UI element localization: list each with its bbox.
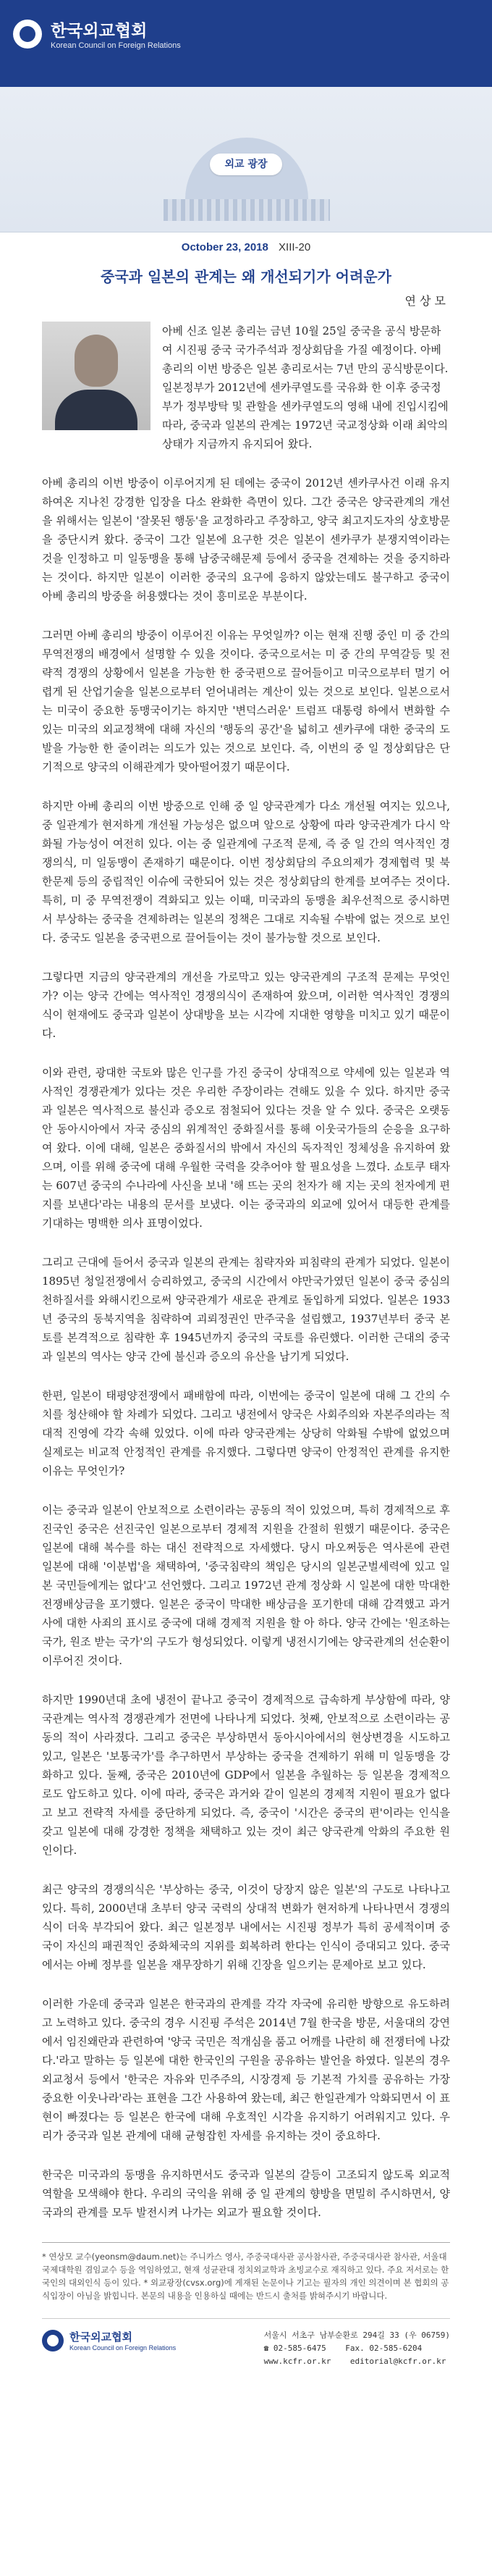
footer	[42, 2318, 450, 2368]
article-author: 연 상 모	[404, 294, 446, 308]
org-name-en: Korean Council on Foreign Relations	[51, 41, 181, 50]
issue-line	[0, 241, 492, 253]
footer-email[interactable]: editorial@kcfr.or.kr	[349, 2357, 446, 2366]
article-title: 중국과 일본의 관계는 왜 개선되기가 어려운가	[101, 268, 391, 285]
article-paragraph: 하지만 아베 총리의 이번 방중으로 인해 중 일 양국관계가 다소 개선될 여지는 있으나, 중 일관계가 현저하게 개선될 가능성은 없으며 앞으로 상황에 따라 양국관계가 다시 악화될 가능성이 여전히 있다. 이는 중 일관계에 구조적 문제, 즉 중 일 간의 역사적인 경쟁의식, 미 일동맹이 존재하기 때문이다. 이번 정상회담의 주요의제가 경제협력 및 북한문제 등의 중립적인 이슈에 국한되어 있는 것은 정상회담의 한계를 보여주는 것이다. 특히, 미 중 무역전쟁이 격화되고 있는 이때, 미국과의 동맹을 최우선적으로 중시하면서 부상하는 중국을 견제하려는 일본의 정책은 그대로 지속될 수밖에 없는 것으로 보인다. 중국도 일본을 중국편으로 끌어들이는 것이 불가능할 것으로 보인다.	[42, 800, 450, 944]
footer-logo	[42, 2329, 176, 2351]
footer-org-name	[69, 2329, 176, 2351]
article-body	[0, 309, 492, 2222]
org-name-ko: 한국외교협회	[51, 22, 148, 41]
banner-label: 외교 광장	[210, 154, 282, 175]
paragraphs	[42, 474, 450, 2222]
article-paragraph: 한편, 일본이 태평양전쟁에서 패배함에 따라, 이번에는 중국이 일본에 대해 그 간의 수치를 청산해야 할 차례가 되었다. 그리고 냉전에서 양국은 사회주의와 자본주의라는 적대적 진영에 각각 속해 있었다. 이에 따라 양국관계는 상당히 악화될 수밖에 없었으며 실제로는 비교적 안정적인 관계를 유지했다. 그렇다면 양국이 안정적인 관계를 유지한 이유는 무엇인가?	[42, 1389, 450, 1477]
lead-paragraph: 아베 신조 일본 총리는 금년 10월 25일 중국을 공식 방문하여 시진핑 중국 국가주석과 정상회담을 가질 예정이다. 아베 총리의 이번 방중은 일본 총리로서는 7년 만의 공식방문이다. 일본정부가 2012년에 센카쿠열도를 국유화 한 이후 중국정부가 정부방탁 및 관할을 센카쿠열도의 영해 내에 진입시킴에 따라, 중국과 일본의 관계는 1972년 국교정상화 이래 최악의 상태가 지금까지 유지되어 왔다.	[162, 324, 449, 450]
lead-section	[42, 322, 450, 453]
footer-emblem-icon	[42, 2330, 64, 2351]
author-photo-head	[75, 335, 118, 387]
author-photo-body	[55, 390, 137, 430]
article-paragraph: 이러한 가운데 중국과 일본은 한국과의 관계를 각각 자국에 유리한 방향으로 유도하려고 노력하고 있다. 중국의 경우 시진핑 주석은 2014년 7월 한국을 방문, 서울대의 강연에서 임진왜란과 관련하여 '양국 국민은 적개심을 품고 어깨를 나란히 해 전쟁터에 나갔다.'라고 말하는 등 일본에 대한 한국인의 구원을 공유하는 발언을 하였다. 일본의 경우 외교청서 등에서 '한국은 자유와 민주주의, 시장경제 등 기본적 가치를 공유하는 가장 중요한 이웃나라'라는 표현을 그간 사용하여 왔는데, 최근 한일관계가 악화되면서 이 표현이 빠졌다는 등 일본은 한국에 대해 우호적인 시각을 유지하기 어려워지고 있다. 우리가 중국과 일본 관계에 대해 균형잡힌 자세를 유지하는 것이 중요하다.	[42, 1997, 450, 2142]
footer-web-email	[264, 2355, 450, 2368]
issue-number: XIII-20	[279, 241, 311, 253]
article-paragraph: 그리고 근대에 들어서 중국과 일본의 관계는 침략자와 피침략의 관계가 되었다. 일본이 1895년 청일전쟁에서 승리하였고, 중국의 시간에서 야만국가였던 일본이 중국 중심의 천하질서를 와해시킨으로써 양국관계가 새로운 관계로 돌입하게 되었다. 일본은 1933년 중국의 동북지역을 침략하여 괴뢰정권인 만주국을 설립했고, 1937년부터 중국 본토를 본격적으로 침략한 후 1945년까지 중국의 국토를 유린했다. 이러한 근대의 중국과 일본의 역사는 양국 간에 불신과 증오의 유산을 남기게 되었다.	[42, 1256, 450, 1363]
article-paragraph: 그러면 아베 총리의 방중이 이루어진 이유는 무엇일까? 이는 현재 진행 중인 미 중 간의 무역전쟁의 배경에서 설명할 수 있을 것이다. 중국으로서는 미 중 간의 무역갈등 및 전략적 경쟁의 상황에서 일본을 가능한 한 중국편으로 끌어들이고 미국으로부터 멀기 어렵게 된 산업기술을 일본으로부터 얻어내려는 계산이 있는 것으로 보인다. 일본으로서는 미국이 중요한 동맹국이기는 하지만 '변덕스러운' 트럼프 대통령 하에서 변화할 수 있는 미국의 외교정책에 대해 자신의 '행동의 공간'을 넓히고 센카쿠에 대한 중국의 도발을 가능한 한 줄이려는 의도가 있는 것으로 보인다. 즉, 이번의 중 일 정상회담은 단기적으로 양국의 이해관계가 맞아떨어졌기 때문이다.	[42, 629, 450, 773]
header	[0, 0, 492, 87]
issue-date: October 23, 2018	[181, 241, 268, 253]
org-logo	[13, 17, 181, 50]
footer-fax: Fax. 02-585-6204	[345, 2344, 423, 2353]
article-paragraph: 하지만 1990년대 초에 냉전이 끝나고 중국이 경제적으로 급속하게 부상함에 따라, 양국관계는 역사적 경쟁관계가 전면에 나타나게 되었다. 첫째, 안보적으로 소련이라는 공동의 적이 사라졌다. 그리고 중국은 부상하면서 동아시아에서의 현상변경을 시도하고 있고, 일본은 '보통국가'를 추구하면서 부상하는 중국을 견제하기 위해 미 일동맹을 강화하고 있다. 둘째, 중국은 2010년에 GDP에서 일본을 추월하는 등 일본을 경제적으로도 압도하고 있다. 이에 따라, 중국은 과거와 같이 일본의 경제적 지원이 필요가 없다고 보고 전략적 자세를 중단하게 되었다. 즉, 중국이 '시간은 중국의 편'이라는 인식을 갖고 일본에 대해 강경한 정책을 채택하고 있는 것이 최근 양국관계 악화의 주요한 원인이다.	[42, 1693, 450, 1857]
author-photo	[42, 322, 150, 430]
banner	[0, 87, 492, 232]
colonnade-illustration	[164, 199, 330, 221]
article-paragraph: 한국은 미국과의 동맹을 유지하면서도 중국과 일본의 갈등이 고조되지 않도록 외교적 역할을 모색해야 한다. 우리의 국익을 위해 중 일 관계의 향방을 면밀히 주시하면서, 양국과의 관계를 모두 발전시켜 나가는 외교가 필요할 것이다.	[42, 2168, 450, 2219]
footer-org-en: Korean Council on Foreign Relations	[69, 2344, 177, 2351]
article-paragraph: 이는 중국과 일본이 안보적으로 소련이라는 공동의 적이 있었으며, 특히 경제적으로 후진국인 중국은 선진국인 일본으로부터 경제적 지원을 간절히 원했기 때문이다. 중국은 일본에 대해 복수를 하는 대신 전략적으로 자세했다. 당시 마오쩌둥은 역사론에 관련 일본에 대해 '이분법'을 채택하여, '중국침략의 책임은 당시의 일본군벌세력에 있고 일본 국민들에게는 없다'고 선언했다. 그리고 1972년 관계 정상화 시 일본에 대한 막대한 전쟁배상금을 포기했다. 일본은 중국이 막대한 배상금을 포기한데 대해 감격했고 과거사에 대한 사죄의 표시로 중국에 대해 경제적 지원을 할 아 하다. 양국 간에는 '원조하는 국가, 원조 받는 국가'의 구도가 형성되었다. 이렇게 냉전시기에는 양국관계의 선순환이 이루어진 것이다.	[42, 1503, 450, 1667]
article-paragraph: 아베 총리의 이번 방중이 이루어지게 된 데에는 중국이 2012년 센카쿠사건 이래 유지하여온 지나친 강경한 입장을 다소 완화한 측면이 있다. 그간 중국은 양국관계의 개선을 위해서는 일본이 '잘못된 행동'을 교정하라고 주장하고, 양국 최고지도자의 상호방문을 중단시켜 왔다. 중국이 그간 일본에 요구한 것은 일본이 센카쿠가 분쟁지역이라는 것을 인정하고 미 일동맹을 통해 남중국해문제 등에서 중국을 견제하는 것을 중지하라는 것이다. 하지만 일본이 이러한 중국의 요구에 응하지 않았는데도 불구하고 중국이 아베 총리의 방중을 허용했다는 것이 흥미로운 부분이다.	[42, 477, 450, 603]
article-paragraph: 최근 양국의 경쟁의식은 '부상하는 중국, 이것이 당장지 않은 일본'의 구도로 나타나고 있다. 특히, 2000년대 초부터 양국 국력의 상대적 변화가 현저하게 나타나면서 경쟁의식이 더욱 부각되어 왔다. 최근 일본정부 내에서는 시진핑 정부가 특히 공세적이며 중국이 자신의 패권적인 중화체국의 지위를 회복하려 한다는 인식이 증대되고 있다. 중국에서는 아베 정부를 일본을 재무장하기 위해 긴장을 일으키는 문제아로 보고 있다.	[42, 1883, 450, 1971]
footer-phone-fax	[264, 2342, 450, 2355]
footer-web[interactable]: www.kcfr.or.kr	[263, 2357, 331, 2366]
footer-tel: ☎ 02-585-6475	[263, 2344, 326, 2353]
org-name	[51, 17, 181, 50]
footer-address: 서울시 서초구 남부순환로 294길 33 (우 06759)	[263, 2330, 450, 2340]
article-paragraph: 그렇다면 지금의 양국관계의 개선을 가로막고 있는 양국관계의 구조적 문제는 무엇인가? 이는 양국 간에는 역사적인 경쟁의식이 존재하여 왔으며, 이러한 역사적인 경쟁의식이 현재에도 중국과 일본이 상대방을 보는 시각에 지대한 영향을 미치고 있기 때문이다.	[42, 970, 450, 1040]
footer-contact	[264, 2329, 450, 2368]
footnote: * 연상모 교수(yeonsm@daum.net)는 주니카스 영사, 주중국대사관 공사참사관, 주중국대사관 참사관, 서울대 국제대학원 겸임교수 등을 역임하였고, 현재 성균관대 정치외교학과 초빙교수로 재직하고 있다. 주요 저서로는 한국인의 대외인식 등이 있다. * 외교광장(cvsx.org)에 게재된 논문이나 기고는 필자의 개인 의견이며 본 협회의 공식입장이 아님을 밝힙니다. 본문의 내용을 인용하실 때에는 반드시 출처를 밝혀주시기 바랍니다.	[42, 2242, 450, 2302]
footer-org-ko: 한국외교협회	[69, 2330, 132, 2344]
org-emblem-icon	[13, 20, 42, 49]
article-paragraph: 이와 관련, 광대한 국토와 많은 인구를 가진 중국이 상대적으로 약세에 있는 일본과 역사적인 경쟁관계가 있다는 것은 우리한 주장이라는 견해도 있을 수 있다. 하지만 중국과 일본은 역사적으로 불신과 증오로 점철되어 있다는 것을 알 수 있다. 중국은 오랫동안 동아시아에서 자국 중심의 위계적인 중화질서를 통해 이웃국가들의 순응을 요구하여 왔다. 이에 대해, 일본은 중화질서의 밖에서 자신의 독자적인 정체성을 유지하여 왔으며, 이를 위해 중국에 대해 우월한 국력을 갖추어야 할 필요성을 느꼈다. 쇼토쿠 태자는 607년 중국의 수나라에 사신을 보내 '해 뜨는 곳의 천자가 해 지는 곳의 천자에게 편지를 보낸다'라는 내용의 문서를 보냈다. 이는 중국과의 외교에 있어서 대등한 관계를 기대하는 명백한 의사 표명이었다.	[42, 1066, 450, 1230]
